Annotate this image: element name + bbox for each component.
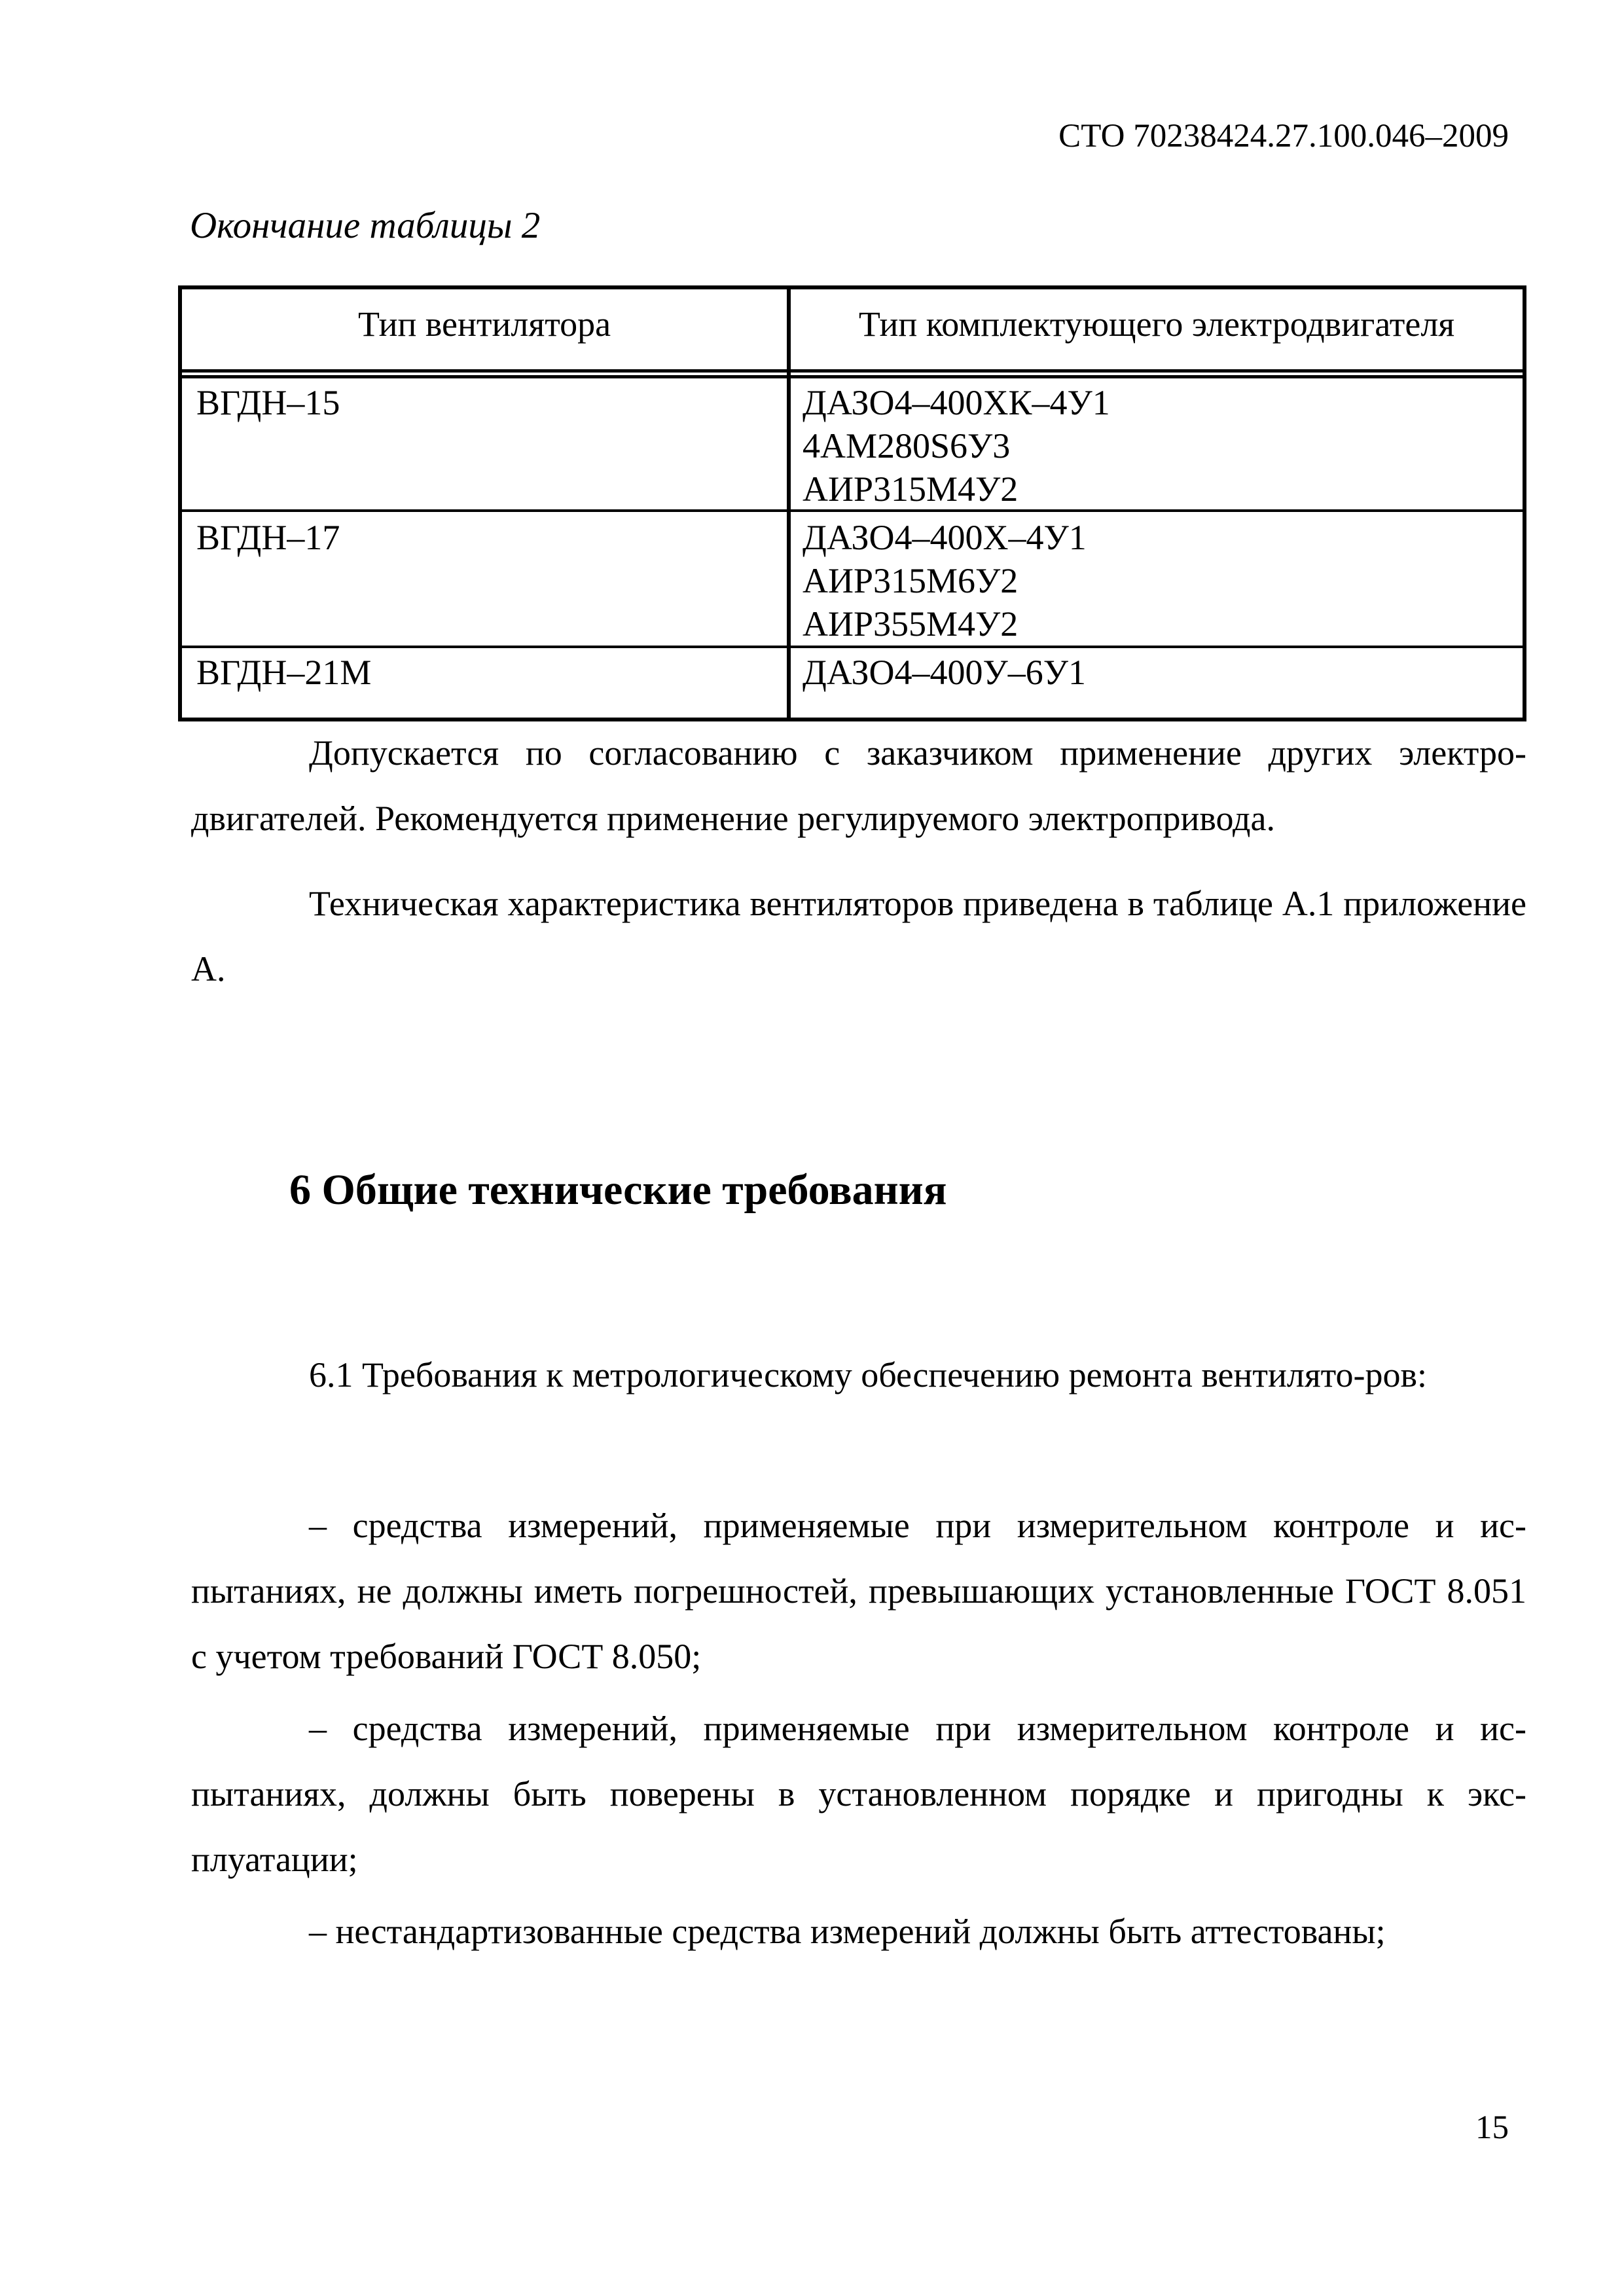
motor-model: АИР315М4У2 — [803, 469, 1019, 509]
motor-model: 4АМ280S6У3 — [803, 426, 1011, 465]
row-separator — [182, 646, 1523, 648]
table-cell-fan: ВГДН–21М — [196, 653, 372, 692]
paragraph-6-1: 6.1 Требования к метрологическому обеспечению ремонта вентилято-ров: — [309, 1355, 1428, 1394]
table-cell-fan: ВГДН–17 — [196, 518, 340, 557]
paragraph-specs-reference: Техническая характеристика вентиляторов приведена в таблице А.1 приложение А. — [191, 884, 1526, 989]
section-heading: 6 Общие технические требования — [289, 1166, 947, 1214]
motor-model: ДАЗО4–400Х–4У1 — [803, 518, 1087, 557]
motor-model: ДАЗО4–400ХК–4У1 — [803, 383, 1110, 422]
column-header-motor-type: Тип комплектующего электродвигателя — [858, 304, 1455, 344]
header-separator — [182, 369, 1523, 378]
table-cell-motors — [803, 651, 1086, 694]
motor-model: АИР355М4У2 — [803, 604, 1019, 644]
list-item-measurement-errors: – средства измерений, применяемые при измерительном контроле и ис-пытаниях, не должны иметь погрешностей, превышающих установленные ГОСТ 8.051 с учетом требований ГОСТ 8.050; — [191, 1506, 1526, 1676]
list-item-verification: – средства измерений, применяемые при измерительном контроле и ис-пытаниях, должны быть поверены в установленном порядке и пригодны к экс-плуатации; — [191, 1709, 1526, 1879]
page-number: 15 — [1475, 2109, 1509, 2146]
table-cell-motors — [803, 381, 1110, 511]
document-code: СТО 70238424.27.100.046–2009 — [1058, 118, 1509, 155]
table-caption: Окончание таблицы 2 — [190, 205, 541, 246]
motor-table — [178, 285, 1526, 721]
column-divider — [787, 289, 791, 718]
list-item-certification: – нестандартизованные средства измерений должны быть аттестованы; — [309, 1912, 1386, 1951]
motor-model: АИР315М6У2 — [803, 561, 1019, 600]
table-cell-fan: ВГДН–15 — [196, 383, 340, 422]
column-header-fan-type: Тип вентилятора — [357, 304, 611, 344]
motor-model: ДАЗО4–400У–6У1 — [803, 653, 1087, 692]
paragraph-motors-note: Допускается по согласованию с заказчиком применение других электро-двигателей. Рекомендуется применение регулируемого электропривода. — [191, 733, 1526, 838]
table-cell-motors — [803, 516, 1087, 646]
